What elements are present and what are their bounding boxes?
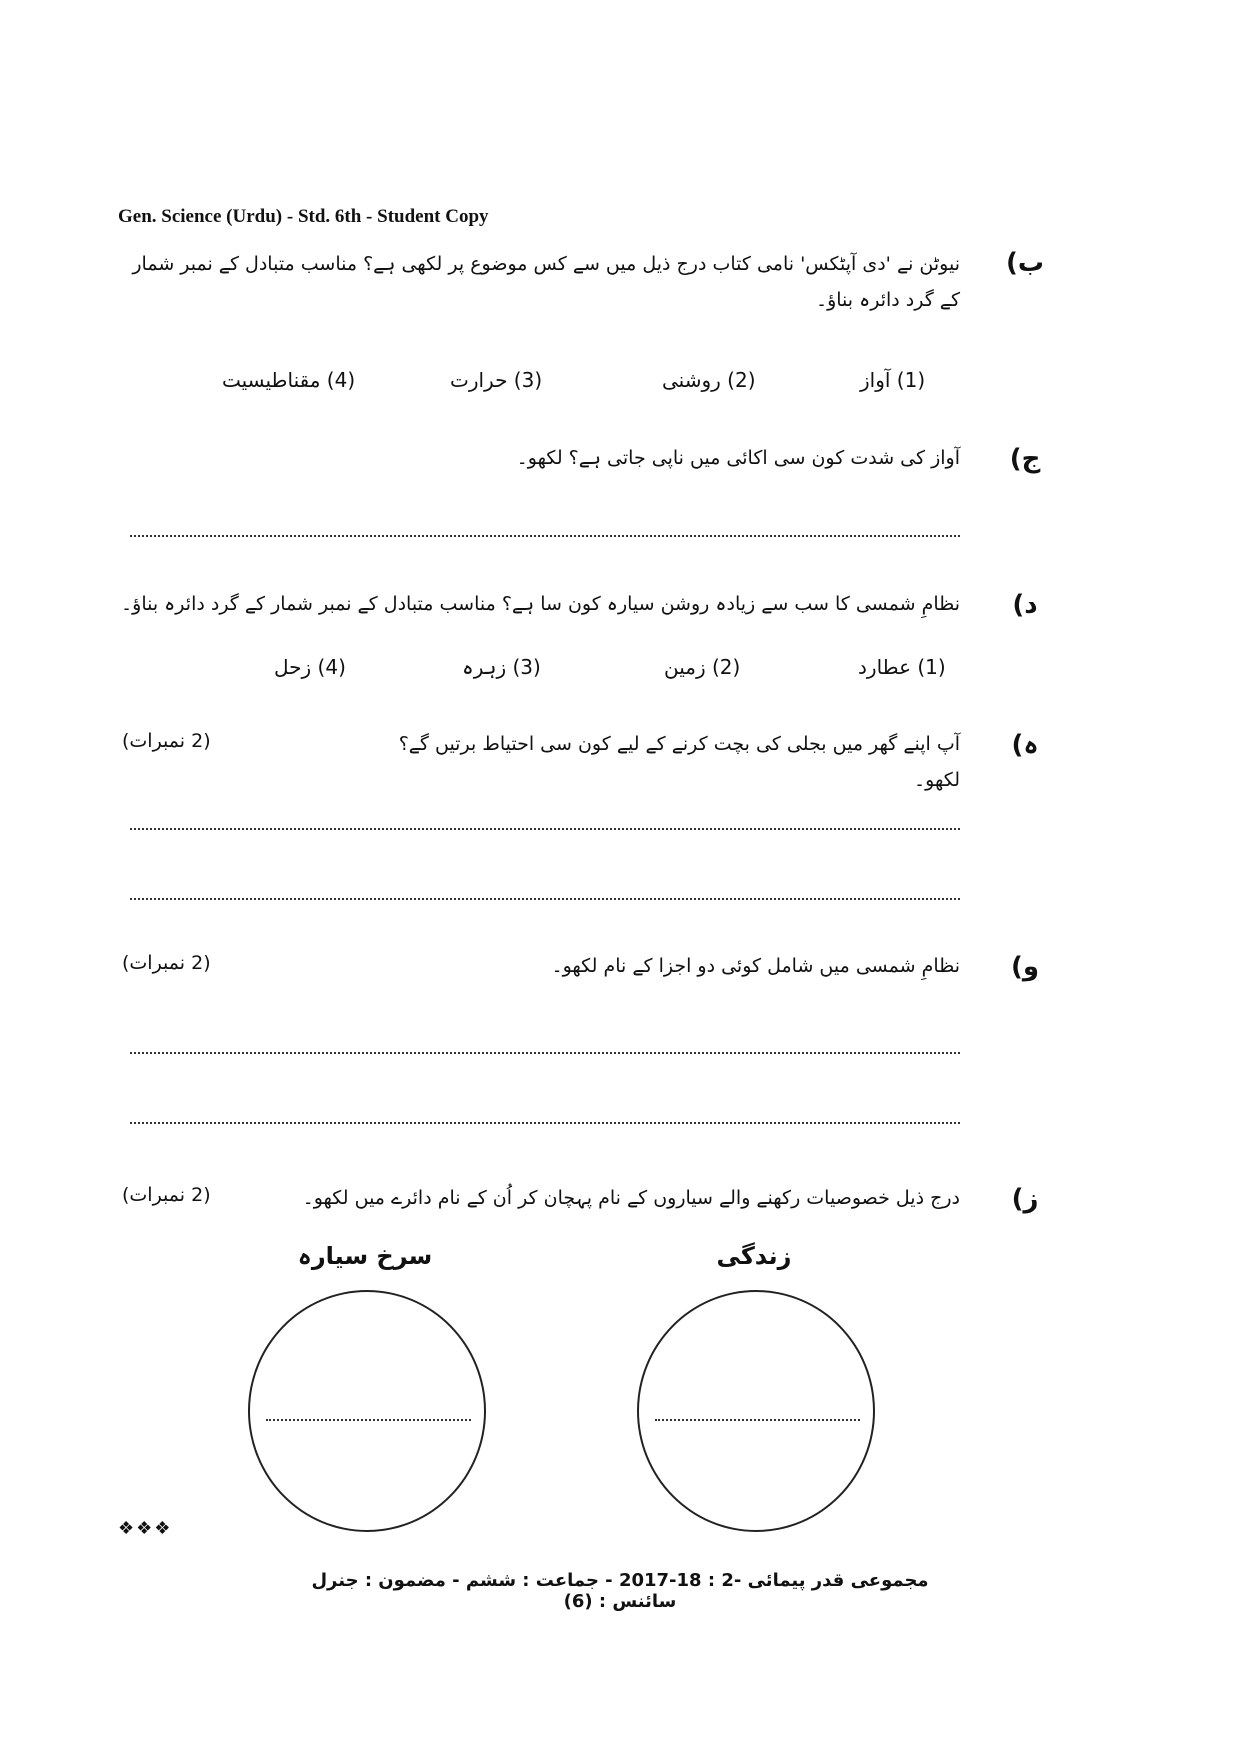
circle-label-life: زندگی (716, 1242, 792, 1270)
marks-h: (2 نمبرات) (122, 730, 211, 752)
option-d-1: (1) عطارد (858, 655, 946, 679)
question-text-w: نظامِ شمسی میں شامل کوئی دو اجزا کے نام لکھو۔ (551, 955, 960, 977)
question-text-d: نظامِ شمسی کا سب سے زیادہ روشن سیارہ کون سا ہے؟ مناسب متبادل کے نمبر شمار کے گرد دائرہ بناؤ۔ (121, 593, 960, 615)
circle-answer-line-life (655, 1419, 860, 1421)
question-text-j: آواز کی شدت کون سی اکائی میں ناپی جاتی ہے؟ لکھو۔ (516, 447, 960, 469)
page-header: Gen. Science (Urdu) - Std. 6th - Student Copy (118, 206, 489, 227)
page-footer: مجموعی قدر پیمائی -2 : 18-2017 - جماعت : ششم - مضمون : جنرل سائنس : (6) (311, 1570, 929, 1612)
option-b-4: (4) مقناطیسیت (222, 368, 356, 392)
question-letter-b: ب) (1005, 248, 1044, 278)
question-text-h: آپ اپنے گھر میں بجلی کی بچت کرنے کے لیے کون سی احتیاط برتیں گے؟ لکھو۔ (398, 733, 960, 792)
circle-label-red-planet: سرخ سیارہ (297, 1242, 433, 1270)
answer-line-w-2 (130, 1122, 960, 1124)
option-d-3: (3) زہرہ (462, 655, 541, 679)
option-b-2: (2) روشنی (662, 368, 756, 392)
option-b-3: (3) حرارت (450, 368, 543, 392)
marks-z: (2 نمبرات) (122, 1184, 211, 1206)
option-d-4: (4) زحل (274, 655, 346, 679)
circle-answer-line-red-planet (266, 1419, 471, 1421)
answer-circle-life[interactable] (637, 1290, 875, 1532)
question-letter-h: ہ) (1011, 730, 1039, 760)
question-letter-j: ج) (1009, 444, 1041, 474)
end-ornament: ❖❖❖ (118, 1518, 173, 1539)
answer-circle-red-planet[interactable] (248, 1290, 486, 1532)
answer-line-h-2 (130, 898, 960, 900)
question-text-z: درج ذیل خصوصیات رکھنے والے سیاروں کے نام پہچان کر اُن کے نام دائرے میں لکھو۔ (302, 1187, 960, 1209)
question-letter-w: و) (1010, 952, 1040, 982)
option-b-1: (1) آواز (860, 368, 926, 392)
question-text-b: نیوٹن نے 'دی آپٹکس' نامی کتاب درج ذیل میں سے کس موضوع پر لکھی ہے؟ مناسب متبادل کے نمبر شمار کے گرد دائرہ بناؤ۔ (132, 253, 960, 312)
answer-line-w-1 (130, 1052, 960, 1054)
marks-w: (2 نمبرات) (122, 952, 211, 974)
answer-line-h-1 (130, 828, 960, 830)
answer-line-j (130, 535, 960, 537)
question-letter-z: ز) (1011, 1184, 1039, 1214)
option-d-2: (2) زمین (664, 655, 741, 679)
question-letter-d: د) (1012, 590, 1038, 620)
